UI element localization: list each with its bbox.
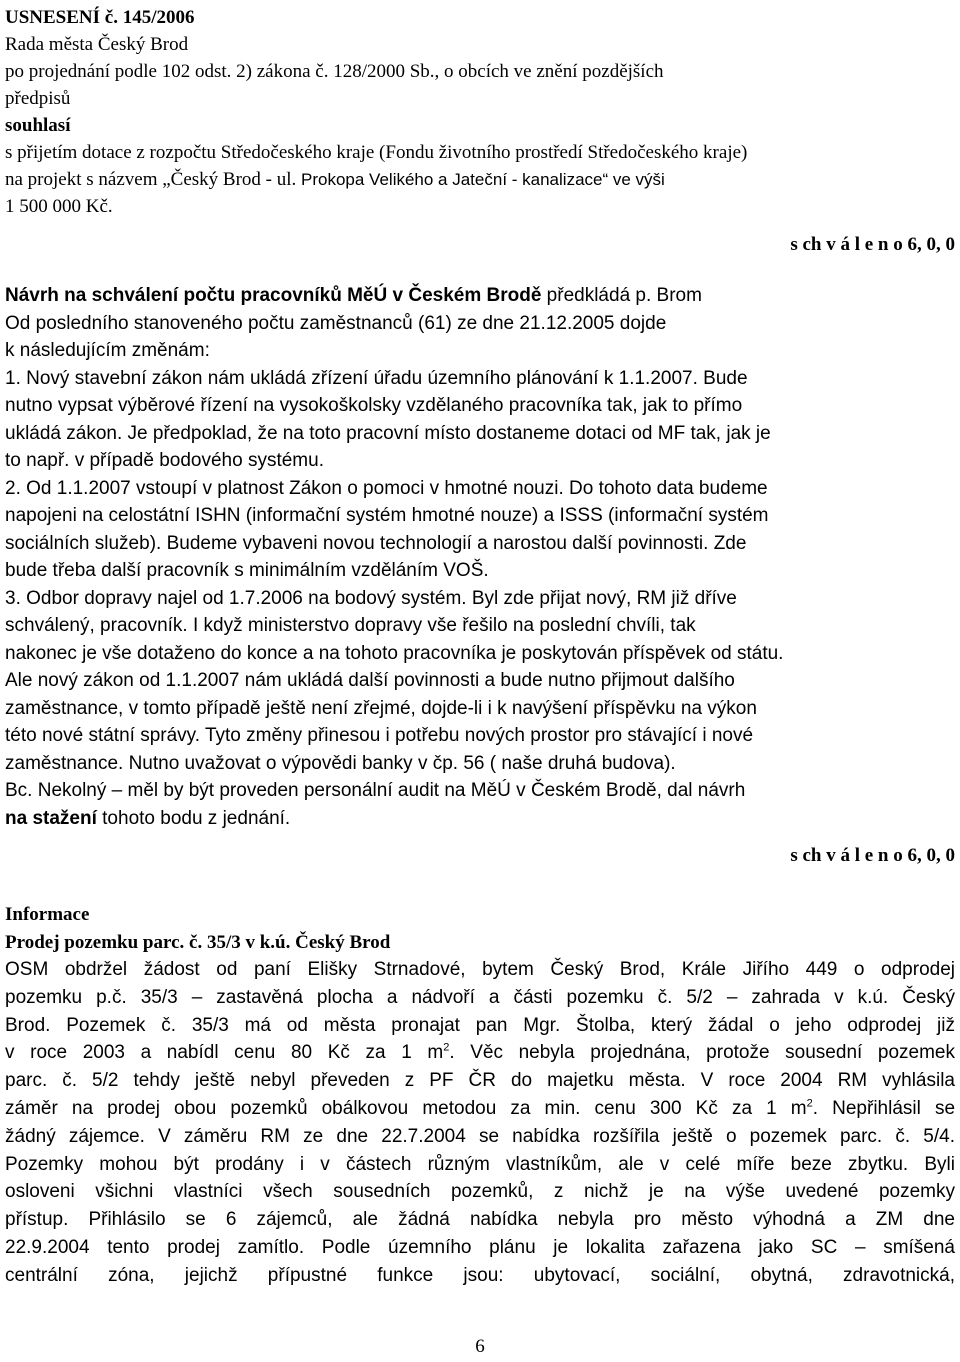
info-line: centrální zóna, jejichž přípustné funkce jsou: ubytovací, sociální, obytná, zdravotnická, [5,1264,955,1286]
decision-text-line [5,166,955,193]
info-line-part: záměr na prodej obou pozemků obálkovou metodou za min. cenu 300 Kč za 1 m [5,1097,807,1119]
info-line-part: v roce 2003 a nabídl cenu 80 Kč za 1 m [5,1042,444,1064]
vote-result: s ch v á l e n o 6, 0, 0 [790,845,955,866]
info-line-part: . Nepřihlásil se [812,1097,956,1119]
vote-result: s ch v á l e n o 6, 0, 0 [790,234,955,255]
info-line: pozemku p.č. 35/3 – zastavěná plocha a nádvoří a části pozemku č. 5/2 – zahrada v k.ú. Český [5,986,955,1008]
staffing-line: schválený, pracovník. I když ministerstvo dopravy vše řešilo na poslední chvíli, tak [5,615,696,636]
info-line: OSM obdržel žádost od paní Elišky Strnadové, bytem Český Brod, Krále Jiřího 449 o odprodej [5,959,955,980]
staffing-line: sociálních služeb). Budeme vybaveni novou technologií a narostou další povinnosti. Zde [5,532,747,554]
staffing-line: této nové státní správy. Tyto změny přinesou i potřebu nových prostor pro stávající i nové [5,725,754,746]
staffing-line: k následujícím změnám: [5,340,210,361]
decision-word: souhlasí [5,115,71,136]
staffing-line: ukládá zákon. Je předpoklad, že na toto pracovní místo dostaneme dotaci od MF tak, jak je [5,422,771,444]
staffing-heading-rest: předkládá p. Brom [541,285,702,306]
staffing-section [5,282,955,832]
staffing-line: Bc. Nekolný – měl by být proveden personální audit na MěÚ v Českém Brodě, dal návrh [5,780,746,801]
staffing-line: 2. Od 1.1.2007 vstoupí v platnost Zákon o pomoci v hmotné nouzi. Do tohoto data budeme [5,477,768,499]
resolution-145-section [5,4,955,220]
staffing-line: napojeni na celostátní ISHN (informační systém hmotné nouze) a ISSS (informační systém [5,505,769,526]
info-line [5,1039,955,1067]
decision-text-line: 1 500 000 Kč. [5,196,113,217]
info-label: Informace [5,904,90,925]
info-line: parc. č. 5/2 tehdy ještě nebyl převeden z PF ČR do majetku města. V roce 2004 RM vyhlásila [5,1070,955,1092]
info-line: 22.9.2004 tento prodej zamítlo. Podle územního plánu je lokalita zařazena jako SC – smíšená [5,1236,955,1258]
info-line: přístup. Přihlásilo se 6 zájemců, ale žádná nabídka nebyla pro město výhodná a ZM dne [5,1209,955,1231]
superscript: 2 [806,1097,813,1110]
info-line [5,1095,955,1123]
page-number: 6 [475,1336,485,1357]
council-name: Rada města Český Brod [5,34,189,55]
superscript: 2 [443,1042,450,1055]
closing-rest: tohoto bodu z jednání. [96,807,291,829]
staffing-closing-line [5,805,955,833]
decision-text-line: s přijetím dotace z rozpočtu Středočeského kraje (Fondu životního prostředí Středočeského kraje) [5,142,748,163]
staffing-line: 1. Nový stavební zákon nám ukládá zřízení úřadu územního plánování k 1.1.2007. Bude [5,367,748,389]
info-title: Prodej pozemku parc. č. 35/3 v k.ú. Český Brod [5,931,391,953]
decision-text-part: Prokopa Velikého a Jateční - kanalizace“ ve výši [301,170,665,189]
staffing-line: Ale nový zákon od 1.1.2007 nám ukládá další povinnosti a bude nutno přijmout dalšího [5,670,735,691]
info-line: žádný zájemce. V záměru RM ze dne 22.7.2004 se nabídka rozšířila ještě o pozemek parc. č. 5/4. [5,1125,955,1147]
closing-bold: na stažení [5,807,97,829]
staffing-heading-bold: Návrh na schválení počtu pracovníků MěÚ v Českém Brodě [5,285,542,306]
decision-text-part: na projekt s názvem „Český Brod - ul. [5,169,297,190]
info-line: Brod. Pozemek č. 35/3 má od města pronajat pan Mgr. Štolba, který žádal o jeho odprodej již [5,1014,955,1036]
staffing-line: 3. Odbor dopravy najel od 1.7.2006 na bodový systém. Byl zde přijat nový, RM již dříve [5,587,737,609]
staffing-line: Od posledního stanoveného počtu zaměstnanců (61) ze dne 21.12.2005 dojde [5,312,667,334]
resolution-title: USNESENÍ č. 145/2006 [5,7,195,28]
staffing-line: nutno vypsat výběrové řízení na vysokoškolsky vzdělaného pracovníka tak, jak to přímo [5,395,743,416]
info-section [5,901,955,1290]
staffing-heading [5,282,955,310]
staffing-line: bude třeba další pracovník s minimálním vzděláním VOŠ. [5,560,489,581]
staffing-line: zaměstnance. Nutno uvažovat o výpovědi banky v čp. 56 ( naše druhá budova). [5,752,676,774]
info-line: Pozemky mohou být prodány i v částech různým vlastníkům, ale v celé míře beze zbytku. Byli [5,1153,955,1175]
info-line: osloveni všichni vlastníci všech sousedních pozemků, z nichž je na výše uvedené pozemky [5,1181,955,1203]
staffing-line: to např. v případě bodového systému. [5,450,324,471]
info-line-part: . Věc nebyla projednána, protože sousední pozemek [449,1042,956,1064]
staffing-line: nakonec je vše dotaženo do konce a na tohoto pracovníka je poskytován příspěvek od státu. [5,642,784,664]
legal-basis-line: po projednání podle 102 odst. 2) zákona č. 128/2000 Sb., o obcích ve znění pozdějších [5,61,664,82]
legal-basis-line: předpisů [5,88,71,109]
staffing-line: zaměstnance, v tomto případě ještě není zřejmé, dojde-li i k navýšení příspěvku na výkon [5,697,757,719]
